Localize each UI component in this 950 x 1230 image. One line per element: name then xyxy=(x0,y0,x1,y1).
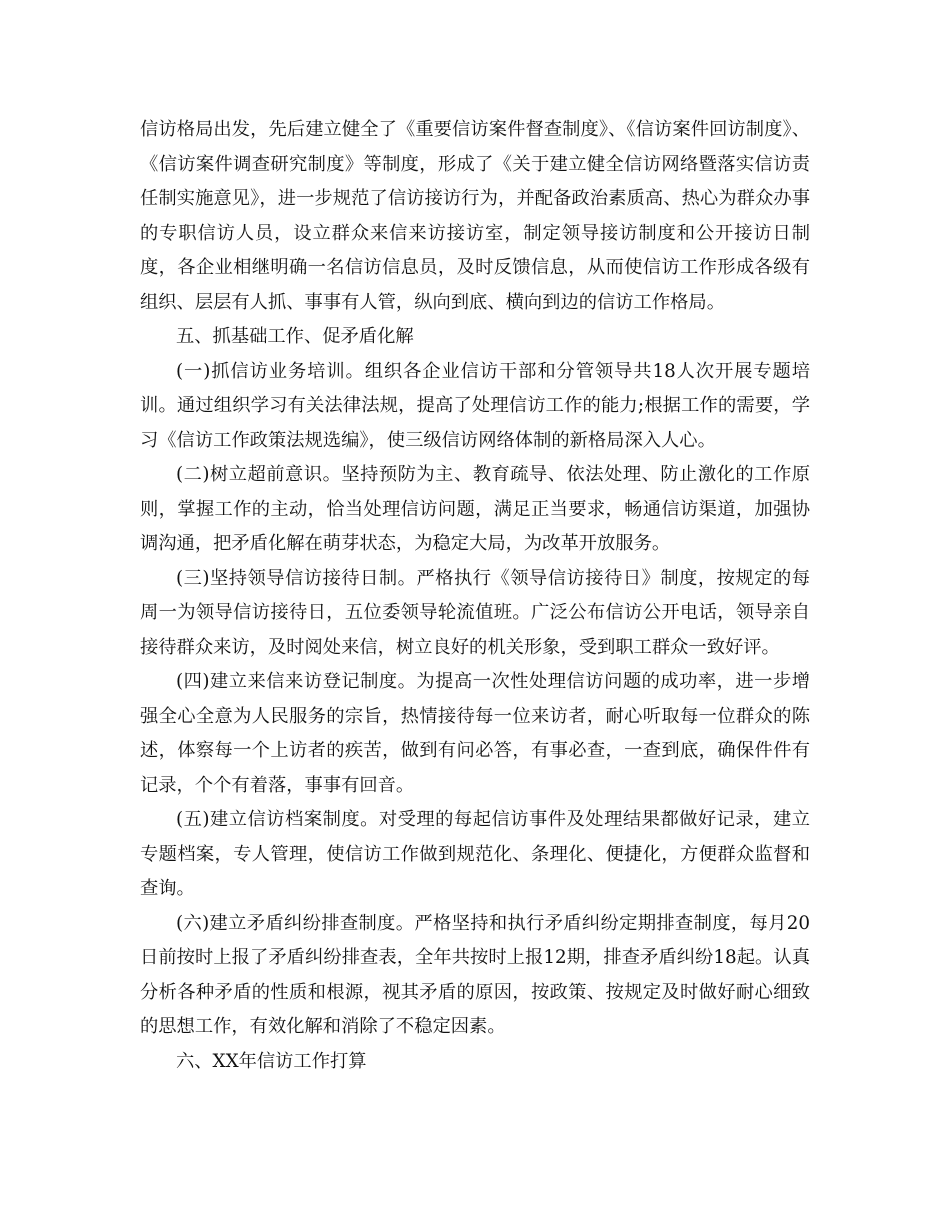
document-body xyxy=(140,113,810,1079)
paragraph-item-five: (五)建立信访档案制度。对受理的每起信访事件及处理结果都做好记录，建立专题档案，专人管理，使信访工作做到规范化、条理化、便捷化，方便群众监督和查询。 xyxy=(140,809,810,899)
paragraph-item-two: (二)树立超前意识。坚持预防为主、教育疏导、依法处理、防止激化的工作原则，掌握工作的主动，恰当处理信访问题，满足正当要求，畅通信访渠道，加强协调沟通，把矛盾化解在萌芽状态，为稳定大局，为改革开放服务。 xyxy=(140,464,810,554)
paragraph-item-one: (一)抓信访业务培训。组织各企业信访干部和分管领导共18人次开展专题培训。通过组织学习有关法律法规，提高了处理信访工作的能力;根据工作的需要，学习《信访工作政策法规选编》，使三级信访网络体制的新格局深入人心。 xyxy=(140,360,810,451)
section-heading-five: 五、抓基础工作、促矛盾化解 xyxy=(176,326,414,347)
paragraph-continuation: 信访格局出发，先后建立健全了《重要信访案件督查制度》、《信访案件回访制度》、《信访案件调查研究制度》等制度，形成了《关于建立健全信访网络暨落实信访责任制实施意见》，进一步规范了信访接访行为，并配备政治素质高、热心为群众办事的专职信访人员，设立群众来信来访接访室，制定领导接访制度和公开接访日制度，各企业相继明确一名信访信息员，及时反馈信息，从而使信访工作形成各级有组织、层层有人抓、事事有人管，纵向到底、横向到边的信访工作格局。 xyxy=(140,119,810,313)
section-heading-six: 六、XX年信访工作打算 xyxy=(176,1050,367,1072)
paragraph-item-three: (三)坚持领导信访接待日制。严格执行《领导信访接待日》制度，按规定的每周一为领导信访接待日，五位委领导轮流值班。广泛公布信访公开电话，领导亲自接待群众来访，及时阅处来信，树立良好的机关形象，受到职工群众一致好评。 xyxy=(140,567,810,658)
paragraph-item-four: (四)建立来信来访登记制度。为提高一次性处理信访问题的成功率，进一步增强全心全意为人民服务的宗旨，热情接待每一位来访者，耐心听取每一位群众的陈述，体察每一个上访者的疾苦，做到有问必答，有事必查，一查到底，确保件件有记录，个个有着落，事事有回音。 xyxy=(140,671,810,796)
paragraph-item-six: (六)建立矛盾纠纷排查制度。严格坚持和执行矛盾纠纷定期排查制度，每月20日前按时上报了矛盾纠纷排查表，全年共按时上报12期，排查矛盾纠纷18起。认真分析各种矛盾的性质和根源，视其矛盾的原因，按政策、按规定及时做好耐心细致的思想工作，有效化解和消除了不稳定因素。 xyxy=(140,912,810,1037)
